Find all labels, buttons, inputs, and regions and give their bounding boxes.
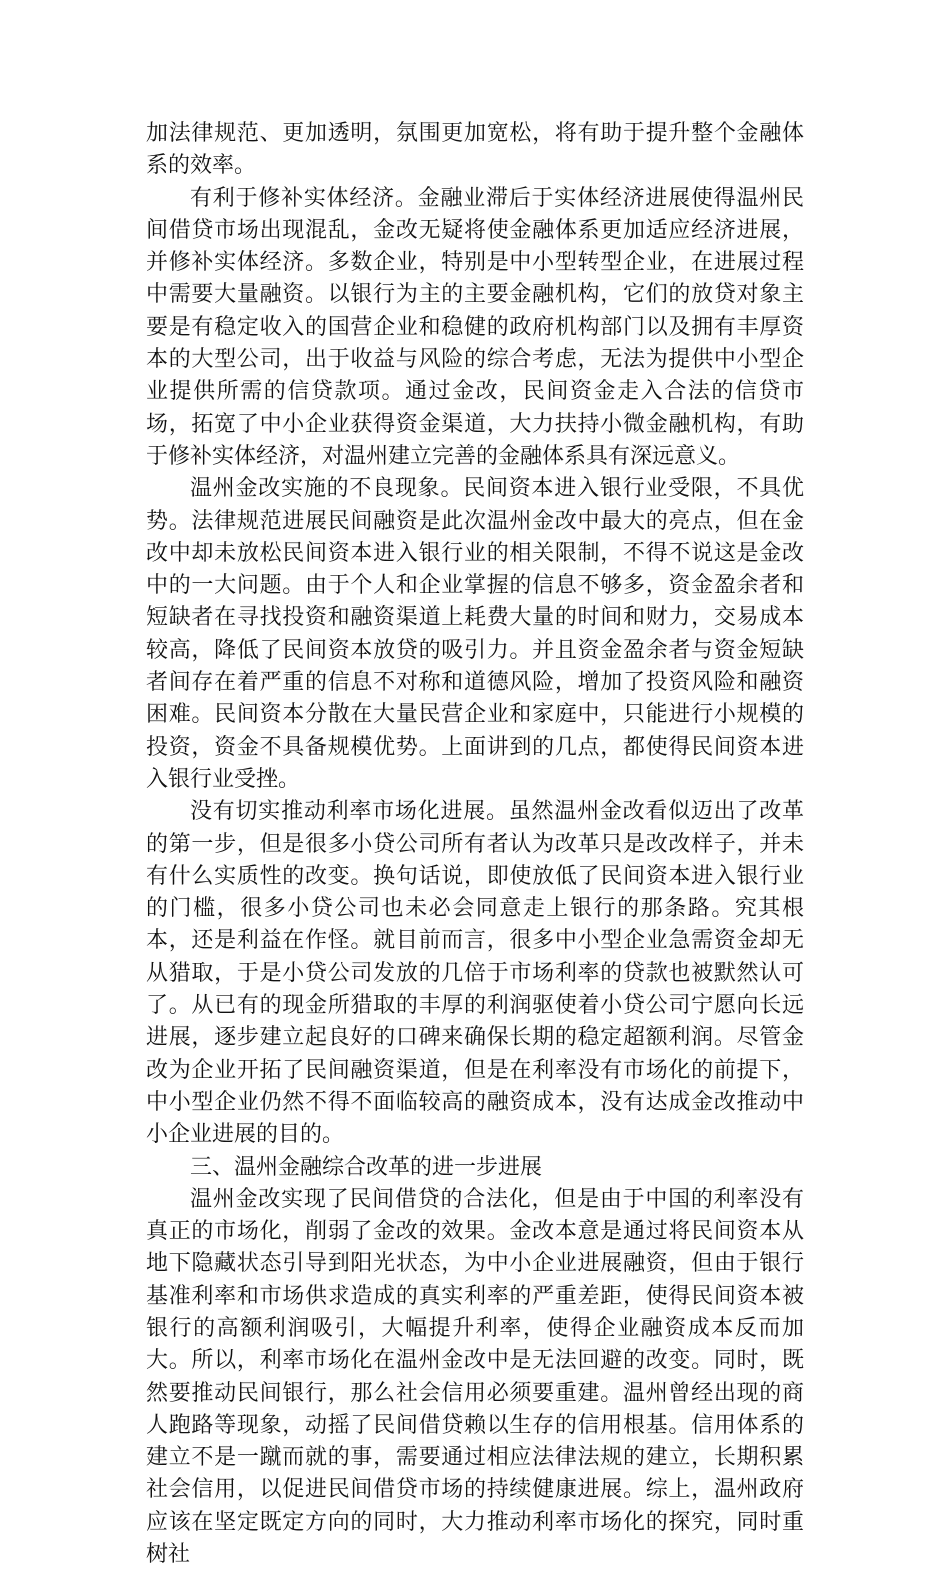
paragraph-continuation: 加法律规范、更加透明，氛围更加宽松，将有助于提升整个金融体系的效率。 xyxy=(146,121,804,179)
paragraph-further-progress: 温州金改实现了民间借贷的合法化，但是由于中国的利率没有真正的市场化，削弱了金改的效果。金改本意是通过将民间资本从地下隐藏状态引导到阳光状态，为中小企业进展融资，但由于银行基准利率和市场供求造成的真实利率的严重差距，使得民间资本被银行的高额利润吸引，大幅提升利率，使得企业融资成本反而加大。所以，利率市场化在温州金改中是无法回避的改变。同时，既然要推动民间银行，那么社会信用必须要重建。温州曾经出现的商人跑路等现象，动摇了民间借贷赖以生存的信用根基。信用体系的建立不是一蹴而就的事，需要通过相应法律法规的建立，长期积累社会信用，以促进民间借贷市场的持续健康进展。综上，温州政府应该在坚定既定方向的同时，大力推动利率市场化的探究，同时重树社 xyxy=(146,1186,804,1568)
paragraph-interest-rate-marketization: 没有切实推动利率市场化进展。虽然温州金改看似迈出了改革的第一步，但是很多小贷公司所有者认为改革只是改改样子，并未有什么实质性的改变。换句话说，即使放低了民间资本进入银行业的门槛，很多小贷公司也未必会同意走上银行的那条路。究其根本，还是利益在作怪。就目前而言，很多中小型企业急需资金却无从猎取，于是小贷公司发放的几倍于市场利率的贷款也被默然认可了。从已有的现金所猎取的丰厚的利润驱使着小贷公司宁愿向长远进展，逐步建立起良好的口碑来确保长期的稳定超额利润。尽管金改为企业开拓了民间融资渠道，但是在利率没有市场化的前提下，中小型企业仍然不得不面临较高的融资成本，没有达成金改推动中小企业进展的目的。 xyxy=(146,799,804,1148)
section-heading: 三、温州金融综合改革的进一步进展 xyxy=(190,1154,543,1180)
paragraph-negative-phenomena: 温州金改实施的不良现象。民间资本进入银行业受限，不具优势。法律规范进展民间融资是此次温州金改中最大的亮点，但在金改中却未放松民间资本进入银行业的相关限制，不得不说这是金改中的一大问题。由于个人和企业掌握的信息不够多，资金盈余者和短缺者在寻找投资和融资渠道上耗费大量的时间和财力，交易成本较高，降低了民间资本放贷的吸引力。并且资金盈余者与资金短缺者间存在着严重的信息不对称和道德风险，增加了投资风险和融资困难。民间资本分散在大量民营企业和家庭中，只能进行小规模的投资，资金不具备规模优势。上面讲到的几点，都使得民间资本进入银行业受挫。 xyxy=(146,476,804,792)
document-body xyxy=(146,118,804,1571)
paragraph-repair-real-economy: 有利于修补实体经济。金融业滞后于实体经济进展使得温州民间借贷市场出现混乱，金改无疑将使金融体系更加适应经济进展，并修补实体经济。多数企业，特别是中小型转型企业，在进展过程中需要大量融资。以银行为主的主要金融机构，它们的放贷对象主要是有稳定收入的国营企业和稳健的政府机构部门以及拥有丰厚资本的大型公司，出于收益与风险的综合考虑，无法为提供中小型企业提供所需的信贷款项。通过金改，民间资金走入合法的信贷市场，拓宽了中小企业获得资金渠道，大力扶持小微金融机构，有助于修补实体经济，对温州建立完善的金融体系具有深远意义。 xyxy=(146,185,804,469)
